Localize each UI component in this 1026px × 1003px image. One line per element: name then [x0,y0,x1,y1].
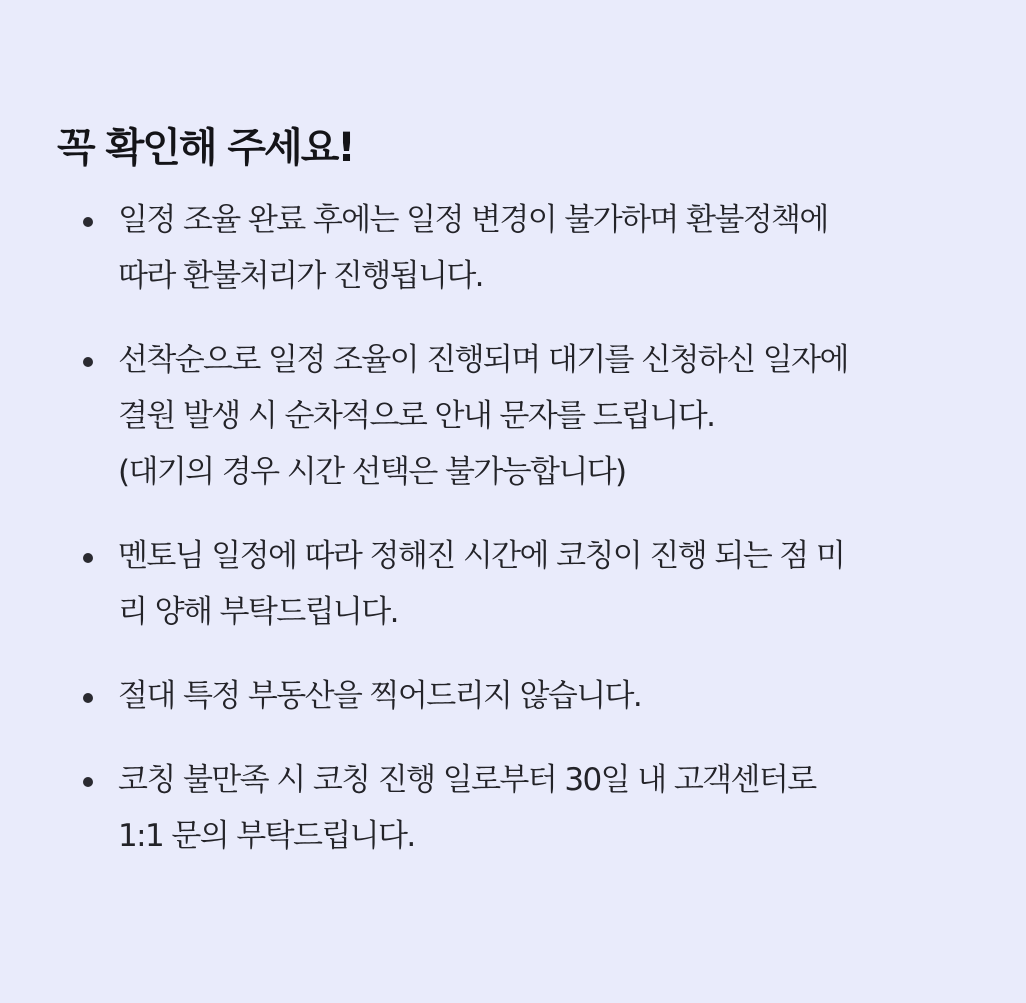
bullet-icon [83,357,93,367]
notice-text-line: 일정 조율 완료 후에는 일정 변경이 불가하며 환불정책에 [118,202,828,238]
notice-text-line: 멘토님 일정에 따라 정해진 시간에 코칭이 진행 되는 점 미 [118,538,845,574]
notice-item-dissatisfaction [57,752,986,864]
notice-text-line: (대기의 경우 시간 선택은 불가능합니다) [118,454,626,490]
bullet-icon [83,553,93,563]
notice-text-line: 코칭 불만족 시 코칭 진행 일로부터 30일 내 고객센터로 [118,762,816,798]
notice-text-line: 절대 특정 부동산을 찍어드리지 않습니다. [118,678,642,714]
notice-text-line: 리 양해 부탁드립니다. [118,594,398,630]
notice-text-line: 1:1 문의 부탁드립니다. [118,818,415,854]
bullet-icon [83,693,93,703]
bullet-icon [83,217,93,227]
notice-item-no-property-picks [57,668,986,724]
notice-text-line: 결원 발생 시 순차적으로 안내 문자를 드립니다. [118,398,715,434]
notice-text-line: 선착순으로 일정 조율이 진행되며 대기를 신청하신 일자에 [118,342,848,378]
notice-list [57,192,986,864]
notice-item-schedule-change [57,192,986,304]
notice-title: 꼭 확인해 주세요! [57,125,354,171]
notice-item-mentor-schedule [57,528,986,640]
bullet-icon [83,777,93,787]
notice-text-line: 따라 환불처리가 진행됩니다. [118,258,483,294]
notice-item-waitlist [57,332,986,500]
